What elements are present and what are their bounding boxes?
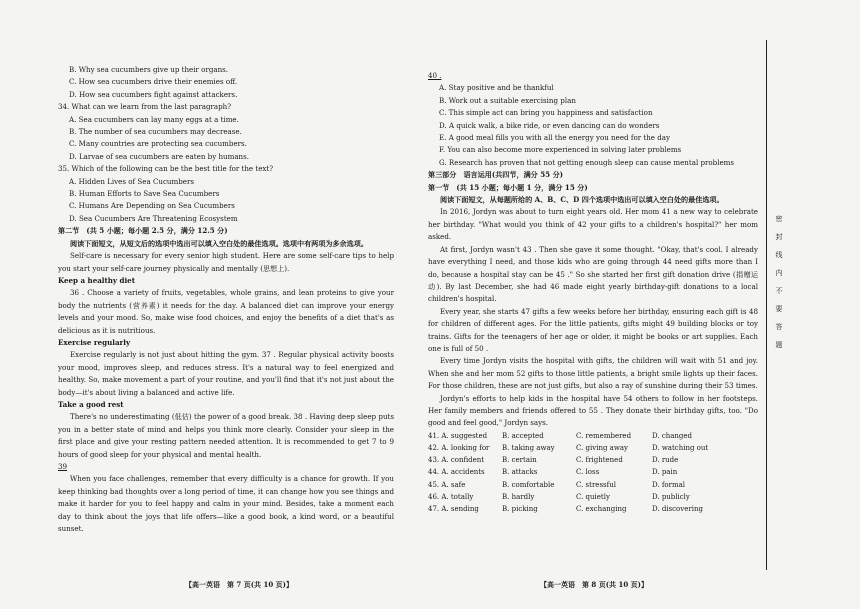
paragraph-diet [58, 287, 394, 337]
answer-option: 43. A. confident [428, 456, 485, 465]
answer-options-grid [428, 430, 758, 515]
blank-39: 39 [58, 462, 68, 471]
paragraph-text: Jordyn's efforts to help kids in the hospital have 54 others to follow in her footsteps. Her family members and friends offered to 55 . They donate their birthday gifts, too. "Do good and feel good," Jordyn says. [428, 393, 758, 428]
intro-text: Self-care is necessary for every senior high student. Here are some self-care tips to help you start your self-care journey physically and mentally (思想上). [58, 251, 394, 273]
answer-option: B. picking [502, 505, 538, 513]
answer-option: C. loss [576, 468, 600, 477]
answer-option: D. rude [652, 456, 679, 465]
blank-40: 40 . [428, 71, 442, 80]
option-line: B. Human Efforts to Save Sea Cucumbers [69, 189, 220, 199]
seal-char: 答 [775, 323, 783, 331]
intro-paragraph [58, 250, 394, 275]
paragraph-text: 36 . Choose a variety of fruits, vegetables, whole grains, and lean proteins to give your body the nutrients (营养素) it needs for the day. A balanced diet can improve your energy levels and your mood. So, make wise food choices, and enjoy the benefits of a diet that's as delicious as it is nutritious. [58, 288, 394, 335]
answer-option: D. formal [652, 480, 686, 489]
left-page [58, 64, 394, 535]
answer-option: C. giving away [576, 443, 628, 452]
right-page [428, 70, 758, 515]
paragraph-text: Every time Jordyn visits the hospital with gifts, the children will wait with 51 and joy. When she and her mom 52 gifts to those little patients, a bright smile lights up their faces. For those children, these are not just gifts, but also a ray of sunshine during their 53 times. [428, 356, 758, 391]
option-line: A. Hidden Lives of Sea Cucumbers [69, 176, 194, 186]
answer-option: B. certain [502, 456, 537, 465]
heading-rest: Take a good rest [58, 399, 124, 409]
heading-diet: Keep a healthy diet [58, 275, 135, 285]
answer-option: B. attacks [502, 468, 538, 477]
paragraph-challenges [58, 473, 394, 535]
seal-warning [774, 210, 784, 354]
paragraph-text: In 2016, Jordyn was about to turn eight years old. Her mom 41 a new way to celebrate her birthday. "What would you think of 42 your gifts to a children's hospital?" her mom asked. [428, 207, 758, 242]
seal-char: 线 [775, 251, 783, 259]
option-line: B. Work out a suitable exercising plan [439, 95, 576, 105]
answer-option: 44. A. accidents [428, 468, 485, 477]
cloze-paragraph-2 [428, 244, 758, 306]
page-footer-left: 【高一英语 第 7 页(共 10 页)】 [185, 580, 293, 589]
option-line: D. Sea Cucumbers Are Threatening Ecosystem [69, 213, 238, 223]
option-line: G. Research has proven that not getting enough sleep can cause mental problems [439, 157, 735, 167]
section-1-title: 第一节 (共 15 小题；每小题 1 分，满分 15 分) [428, 182, 588, 192]
answer-option: 45. A. safe [428, 480, 466, 489]
option-line: C. How sea cucumbers drive their enemies off. [69, 77, 238, 87]
answer-option: B. comfortable [502, 480, 555, 489]
answer-option: C. stressful [576, 480, 616, 489]
seal-char: 内 [775, 269, 783, 277]
paragraph-text: When you face challenges, remember that every difficulty is a chance for growth. If you keep thinking bad thoughts over a long period of time, it can change how you see things and make it harder for you to feel happy and calm in your mind. Besides, take a moment each day to think about the joys that life offers—like a good book, a kind word, or a beautiful sunset. [58, 474, 394, 534]
instructions-text: 阅读下面短文，从每题所给的 A、B、C、D 四个选项中选出可以填入空白处的最佳选项。 [440, 195, 724, 205]
answer-option: B. accepted [502, 431, 544, 440]
option-line: F. You can also become more experienced in solving later problems [439, 145, 682, 155]
option-line: C. Humans Are Depending on Sea Cucumbers [69, 201, 235, 211]
answer-option: B. taking away [502, 443, 555, 452]
paragraph-text: Every year, she starts 47 gifts a few weeks before her birthday, ensuring each gift is 48 for children of different ages. For the little patients, gifts might 49 building blocks or toy trains. Gifts for the teenagers of her age or older, it might be books or art supplies. Each one is full of 50 . [428, 306, 758, 353]
option-line: E. A good meal fills you with all the energy you need for the day [439, 133, 671, 143]
option-line: D. A quick walk, a bike ride, or even dancing can do wonders [439, 120, 660, 130]
page-footer-right: 【高一英语 第 8 页(共 10 页)】 [540, 580, 648, 589]
option-line: C. Many countries are protecting sea cucumbers. [69, 139, 247, 149]
cloze-paragraph-3 [428, 306, 758, 356]
seal-char: 要 [775, 305, 783, 313]
answer-option: D. discovering [652, 505, 703, 513]
option-line: C. This simple act can bring you happiness and satisfaction [439, 108, 653, 118]
heading-exercise: Exercise regularly [58, 337, 131, 347]
option-line: A. Sea cucumbers can lay many eggs at a time. [69, 114, 239, 124]
paragraph-text: There's no underestimating (低估) the power of a good break. 38 . Having deep sleep puts you in a better state of mind and helps you think more clearly. Consider your sleep in the first place and give your resting pattern needed attention. It is recommended to get 7 to 9 hours of good sleep for your physical and mental health. [58, 412, 394, 459]
answer-option: D. publicly [652, 492, 690, 501]
answer-option: C. quietly [576, 492, 610, 501]
section-2-title: 第二节 (共 5 小题；每小题 2.5 分，满分 12.5 分) [58, 226, 228, 236]
option-line: B. The number of sea cucumbers may decrease. [69, 127, 242, 137]
option-line: A. Stay positive and be thankful [439, 83, 554, 93]
section-2-instructions [58, 238, 394, 250]
answer-option: C. exchanging [576, 505, 627, 513]
seal-char: 密 [775, 215, 783, 223]
instructions-text: 阅读下面短文，从短文后的选项中选出可以填入空白处的最佳选项。选项中有两项为多余选项。 [70, 238, 368, 248]
question-34: 34. What can we learn from the last paragraph? [58, 102, 232, 112]
seal-char: 不 [775, 287, 783, 295]
option-line: D. How sea cucumbers fight against attackers. [69, 89, 238, 99]
question-35: 35. Which of the following can be the best title for the text? [58, 164, 274, 174]
answer-option: 47. A. sending [428, 505, 479, 513]
paragraph-text: Exercise regularly is not just about hitting the gym. 37 . Regular physical activity boosts your mood, improves sleep, and reduces stress. It's a natural way to feel energized and healthy. So, make movement a part of your routine, and you'll find that it's not just about the body—it's about living a balanced and active life. [58, 350, 394, 397]
answer-option: C. frightened [576, 456, 623, 465]
answer-option: C. remembered [576, 431, 632, 440]
cloze-paragraph-5 [428, 393, 758, 430]
option-line: B. Why sea cucumbers give up their organs. [69, 65, 229, 74]
seal-char: 题 [775, 341, 783, 349]
option-line: D. Larvae of sea cucumbers are eaten by humans. [69, 151, 250, 161]
answer-option: 46. A. totally [428, 492, 474, 501]
answer-option: D. pain [652, 468, 678, 477]
answer-option: B. hardly [502, 492, 535, 501]
part-3-title: 第三部分 语言运用(共四节，满分 55 分) [428, 170, 564, 180]
paragraph-rest [58, 411, 394, 461]
answer-option: 41. A. suggested [428, 431, 488, 440]
binding-line [766, 40, 767, 570]
seal-char: 封 [775, 233, 783, 241]
cloze-paragraph-4 [428, 355, 758, 392]
answer-option: D. changed [652, 431, 693, 440]
paragraph-exercise [58, 349, 394, 399]
cloze-paragraph-1 [428, 206, 758, 243]
answer-option: D. watching out [652, 443, 709, 452]
answer-option: 42. A. looking for [428, 443, 490, 452]
section-1-instructions [428, 194, 758, 206]
paragraph-text: At first, Jordyn wasn't 43 . Then she gave it some thought. "Okay, that's cool. I already have everything I need, and those kids who are going through 44 need gifts more than I do, because a hospital stay can be 45 ." So she started her first gift donation drive (捐赠运动). By last December, she had 46 made eight yearly birthday-gift donations to a local children's hospital. [428, 244, 758, 304]
